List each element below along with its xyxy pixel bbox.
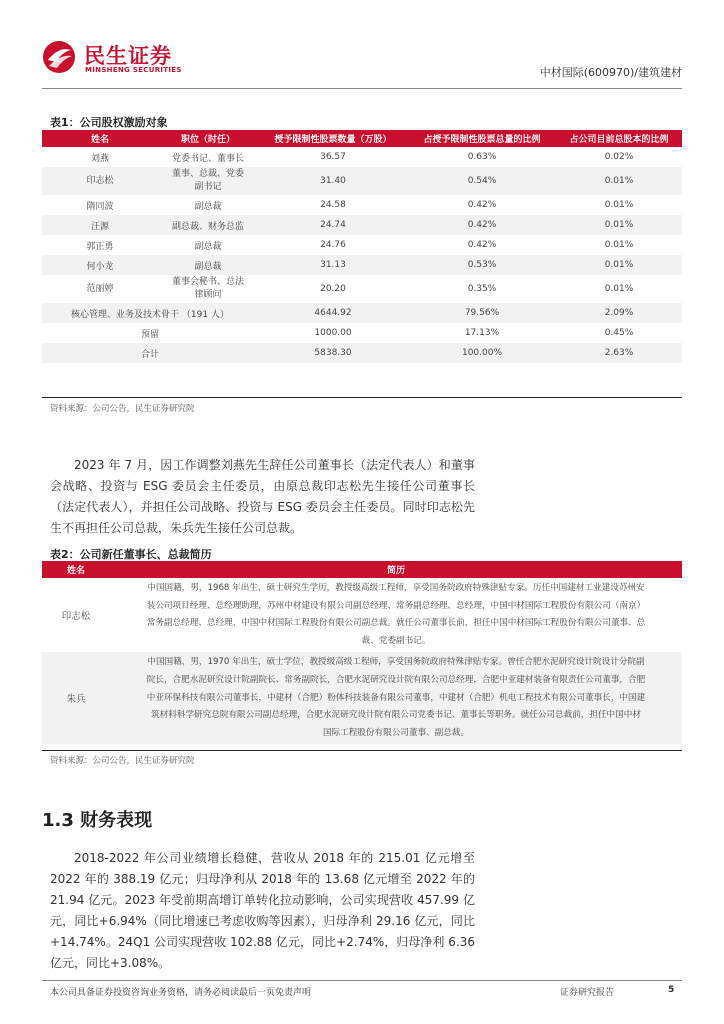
cell-qty: 36.57 <box>320 152 346 162</box>
cell-position: 副总裁 <box>194 241 222 252</box>
cell-name: 刘燕 <box>90 153 109 164</box>
cell-qty: 4644.92 <box>258 303 408 323</box>
position-line: 副书记 <box>194 182 222 192</box>
cell-qty: 20.20 <box>320 283 346 294</box>
cell-core-label: 核心管理、业务及技术骨干 （191 人） <box>42 303 258 323</box>
report-tag: 中材国际(600970)/建筑建材 <box>539 66 682 79</box>
table-row <box>42 652 682 744</box>
table-row-total <box>42 343 682 363</box>
cell-ratio-total: 0.02% <box>604 152 634 162</box>
body-paragraph: 2018-2022 年公司业绩增长稳健，营收从 2018 年的 215.01 亿元增至 2022 年的 388.19 亿元；归母净利从 2018 年的 13.68 亿元增至 2022 年的 21.94 亿元。2023 年受前期高增订单转化拉动影响，公司实现营收 457.99 亿元，同比+6.94%（同比增速已考虑收购等因素），归母净利 29.16 亿元，同比+14.74%。24Q1 公司实现营收 102.88 亿元，同比+2.74%，归母净利 6.36 亿元，同比+3.08%。 <box>50 851 475 970</box>
table-row-core <box>42 303 682 323</box>
table-row <box>42 215 682 235</box>
col-header: 姓名 <box>42 561 110 578</box>
table-row <box>42 255 682 275</box>
resume-line: 国际工程股份有限公司董事、副总裁。 <box>322 727 470 738</box>
table-row <box>42 235 682 255</box>
cell-position <box>158 275 258 303</box>
cell-ratio-total: 0.01% <box>556 215 682 235</box>
footer-disclaimer: 本公司具备证券投资咨询业务资格，请务必阅读最后一页免责声明 <box>50 988 312 998</box>
cell-ratio-grant: 0.53% <box>408 255 556 275</box>
cell-position: 副总裁、财务总监 <box>158 215 258 235</box>
cell-resume <box>110 652 682 744</box>
resume-line: 装公司项目经理、总经理助理，苏州中材建设有限公司副总经理、常务副总经理、总经理，中国中材国际工程股份有限公司（南京） <box>146 600 646 611</box>
resume-line: 常务副总经理、总经理，中国中材国际工程股份有限公司副总裁。就任公司董事长前，担任中国中材国际工程股份有限公司董事、总 <box>146 618 646 629</box>
cell-qty: 31.13 <box>258 255 408 275</box>
page-header <box>42 38 682 88</box>
logo-text-cn: 民生证券 <box>84 44 172 68</box>
resume-line: 院长，合肥水泥研究设计院副院长、常务副院长，合肥水泥研究设计院有限公司总经理，合肥中亚建材装备有限责任公司董事，合肥 <box>146 674 646 685</box>
cell-ratio-total: 0.01% <box>556 167 682 195</box>
cell-name: 范丽婷 <box>86 283 114 294</box>
cell-ratio-grant: 0.42% <box>467 240 497 250</box>
page-number: 5 <box>668 985 675 995</box>
table-row <box>42 578 682 652</box>
cell-name: 郭正勇 <box>86 241 114 252</box>
logo-mark-icon <box>42 40 76 74</box>
col-header: 职位（时任） <box>158 130 258 147</box>
cell-ratio-total: 2.09% <box>556 303 682 323</box>
col-header: 姓名 <box>42 130 158 147</box>
cell-ratio-total: 0.01% <box>604 240 634 250</box>
cell-name: 朱兵 <box>42 652 110 744</box>
cell-name: 隋同波 <box>86 201 114 212</box>
cell-name: 印志松 <box>42 167 158 195</box>
footer-report-type: 证券研究报告 <box>560 988 615 998</box>
cell-position <box>158 167 258 195</box>
cell-ratio-total: 0.01% <box>604 283 634 294</box>
table-row <box>42 195 682 215</box>
cell-qty: 31.40 <box>258 167 408 195</box>
table-row <box>42 167 682 195</box>
cell-reserve-label: 预留 <box>140 329 159 340</box>
table-row <box>42 275 682 303</box>
table1-title: 表1：公司股权激励对象 <box>50 116 168 129</box>
cell-ratio-grant: 79.56% <box>408 303 556 323</box>
cell-name: 印志松 <box>61 611 91 623</box>
table2-source: 资料来源：公司公告，民生证券研究院 <box>50 756 195 766</box>
position-line: 董事会秘书、总法 <box>171 277 244 287</box>
body-paragraph: 2023 年 7 月，因工作调整刘燕先生辞任公司董事长（法定代表人）和董事会战略、投资与 ESG 委员会主任委员，由原总裁印志松先生接任公司董事长（法定代表人），并担任公司战略、投资与 ESG 委员会主任委员。同时印志松先生不再担任公司总裁，朱兵先生接任公司总裁。 <box>50 458 475 535</box>
resume-table <box>42 561 682 744</box>
table2-bottom-rule <box>42 750 682 751</box>
cell-ratio-grant: 0.42% <box>467 200 497 210</box>
cell-ratio-total: 0.45% <box>604 328 634 338</box>
table-row <box>42 147 682 167</box>
cell-qty: 24.74 <box>258 215 408 235</box>
resume-line: 筑材料科学研究总院有限公司副总经理，合肥水泥研究设计院有限公司党委书记、董事长等职务。就任公司总裁前，担任中国中材 <box>151 710 641 721</box>
cell-position: 党委书记、董事长 <box>171 153 244 164</box>
table1-source: 资料来源：公司公告，民生证券研究院 <box>50 404 195 414</box>
cell-ratio-total: 0.01% <box>556 255 682 275</box>
logo-text-en: MINSHENG SECURITIES <box>85 66 182 74</box>
col-header: 占公司目前总股本的比例 <box>556 130 682 147</box>
cell-ratio-grant: 0.42% <box>408 215 556 235</box>
cell-ratio-grant: 0.54% <box>408 167 556 195</box>
cell-resume <box>110 578 682 652</box>
cell-qty: 24.58 <box>320 200 346 210</box>
table2-title: 表2：公司新任董事长、总裁简历 <box>50 548 212 561</box>
col-header: 简历 <box>110 561 682 578</box>
cell-ratio-grant: 0.63% <box>467 152 497 162</box>
cell-position: 副总裁 <box>158 255 258 275</box>
cell-position: 副总裁 <box>194 201 222 212</box>
table1-bottom-rule <box>42 397 682 398</box>
cell-ratio-grant: 100.00% <box>408 343 556 363</box>
footer-divider <box>42 980 682 981</box>
cell-ratio-total: 0.01% <box>604 200 634 210</box>
resume-line: 中亚环保科技有限公司董事长，中建材（合肥）粉体科技装备有限公司董事，中建材（合肥）机电工程技术有限公司董事长，中国建 <box>146 692 646 703</box>
col-header: 授予限制性股票数量（万股） <box>258 130 408 147</box>
col-header: 占授予限制性股票总量的比例 <box>408 130 556 147</box>
resume-line: 中国国籍，男，1970 年出生，硕士学位，教授级高级工程师，享受国务院政府特殊津贴专家。曾任合肥水泥研究设计院设计分院副 <box>147 657 645 668</box>
incentive-table <box>42 130 682 363</box>
cell-qty: 24.76 <box>320 240 346 250</box>
resume-line: 裁、党委副书记。 <box>361 635 431 646</box>
cell-ratio-total: 2.63% <box>556 343 682 363</box>
header-divider <box>42 88 682 89</box>
resume-line: 中国国籍，男，1968 年出生，硕士研究生学历，教授级高级工程师，享受国务院政府特殊津贴专家。历任中国建材工业建设苏州安 <box>147 583 645 593</box>
cell-qty: 5838.30 <box>258 343 408 363</box>
cell-name: 汪源 <box>42 215 158 235</box>
table-row-reserve <box>42 323 682 343</box>
cell-ratio-grant: 0.35% <box>467 283 497 294</box>
section-title: 1.3 财务表现 <box>42 810 153 831</box>
cell-total-label: 合计 <box>42 343 258 363</box>
cell-ratio-grant: 17.13% <box>464 328 500 338</box>
cell-name: 何小龙 <box>42 255 158 275</box>
position-line: 董事、总裁、党委 <box>171 169 244 179</box>
position-line: 律顾问 <box>194 290 222 300</box>
company-logo <box>42 38 192 78</box>
cell-qty: 1000.00 <box>314 328 352 338</box>
table-header-row <box>42 130 682 147</box>
table-header-row <box>42 561 682 578</box>
